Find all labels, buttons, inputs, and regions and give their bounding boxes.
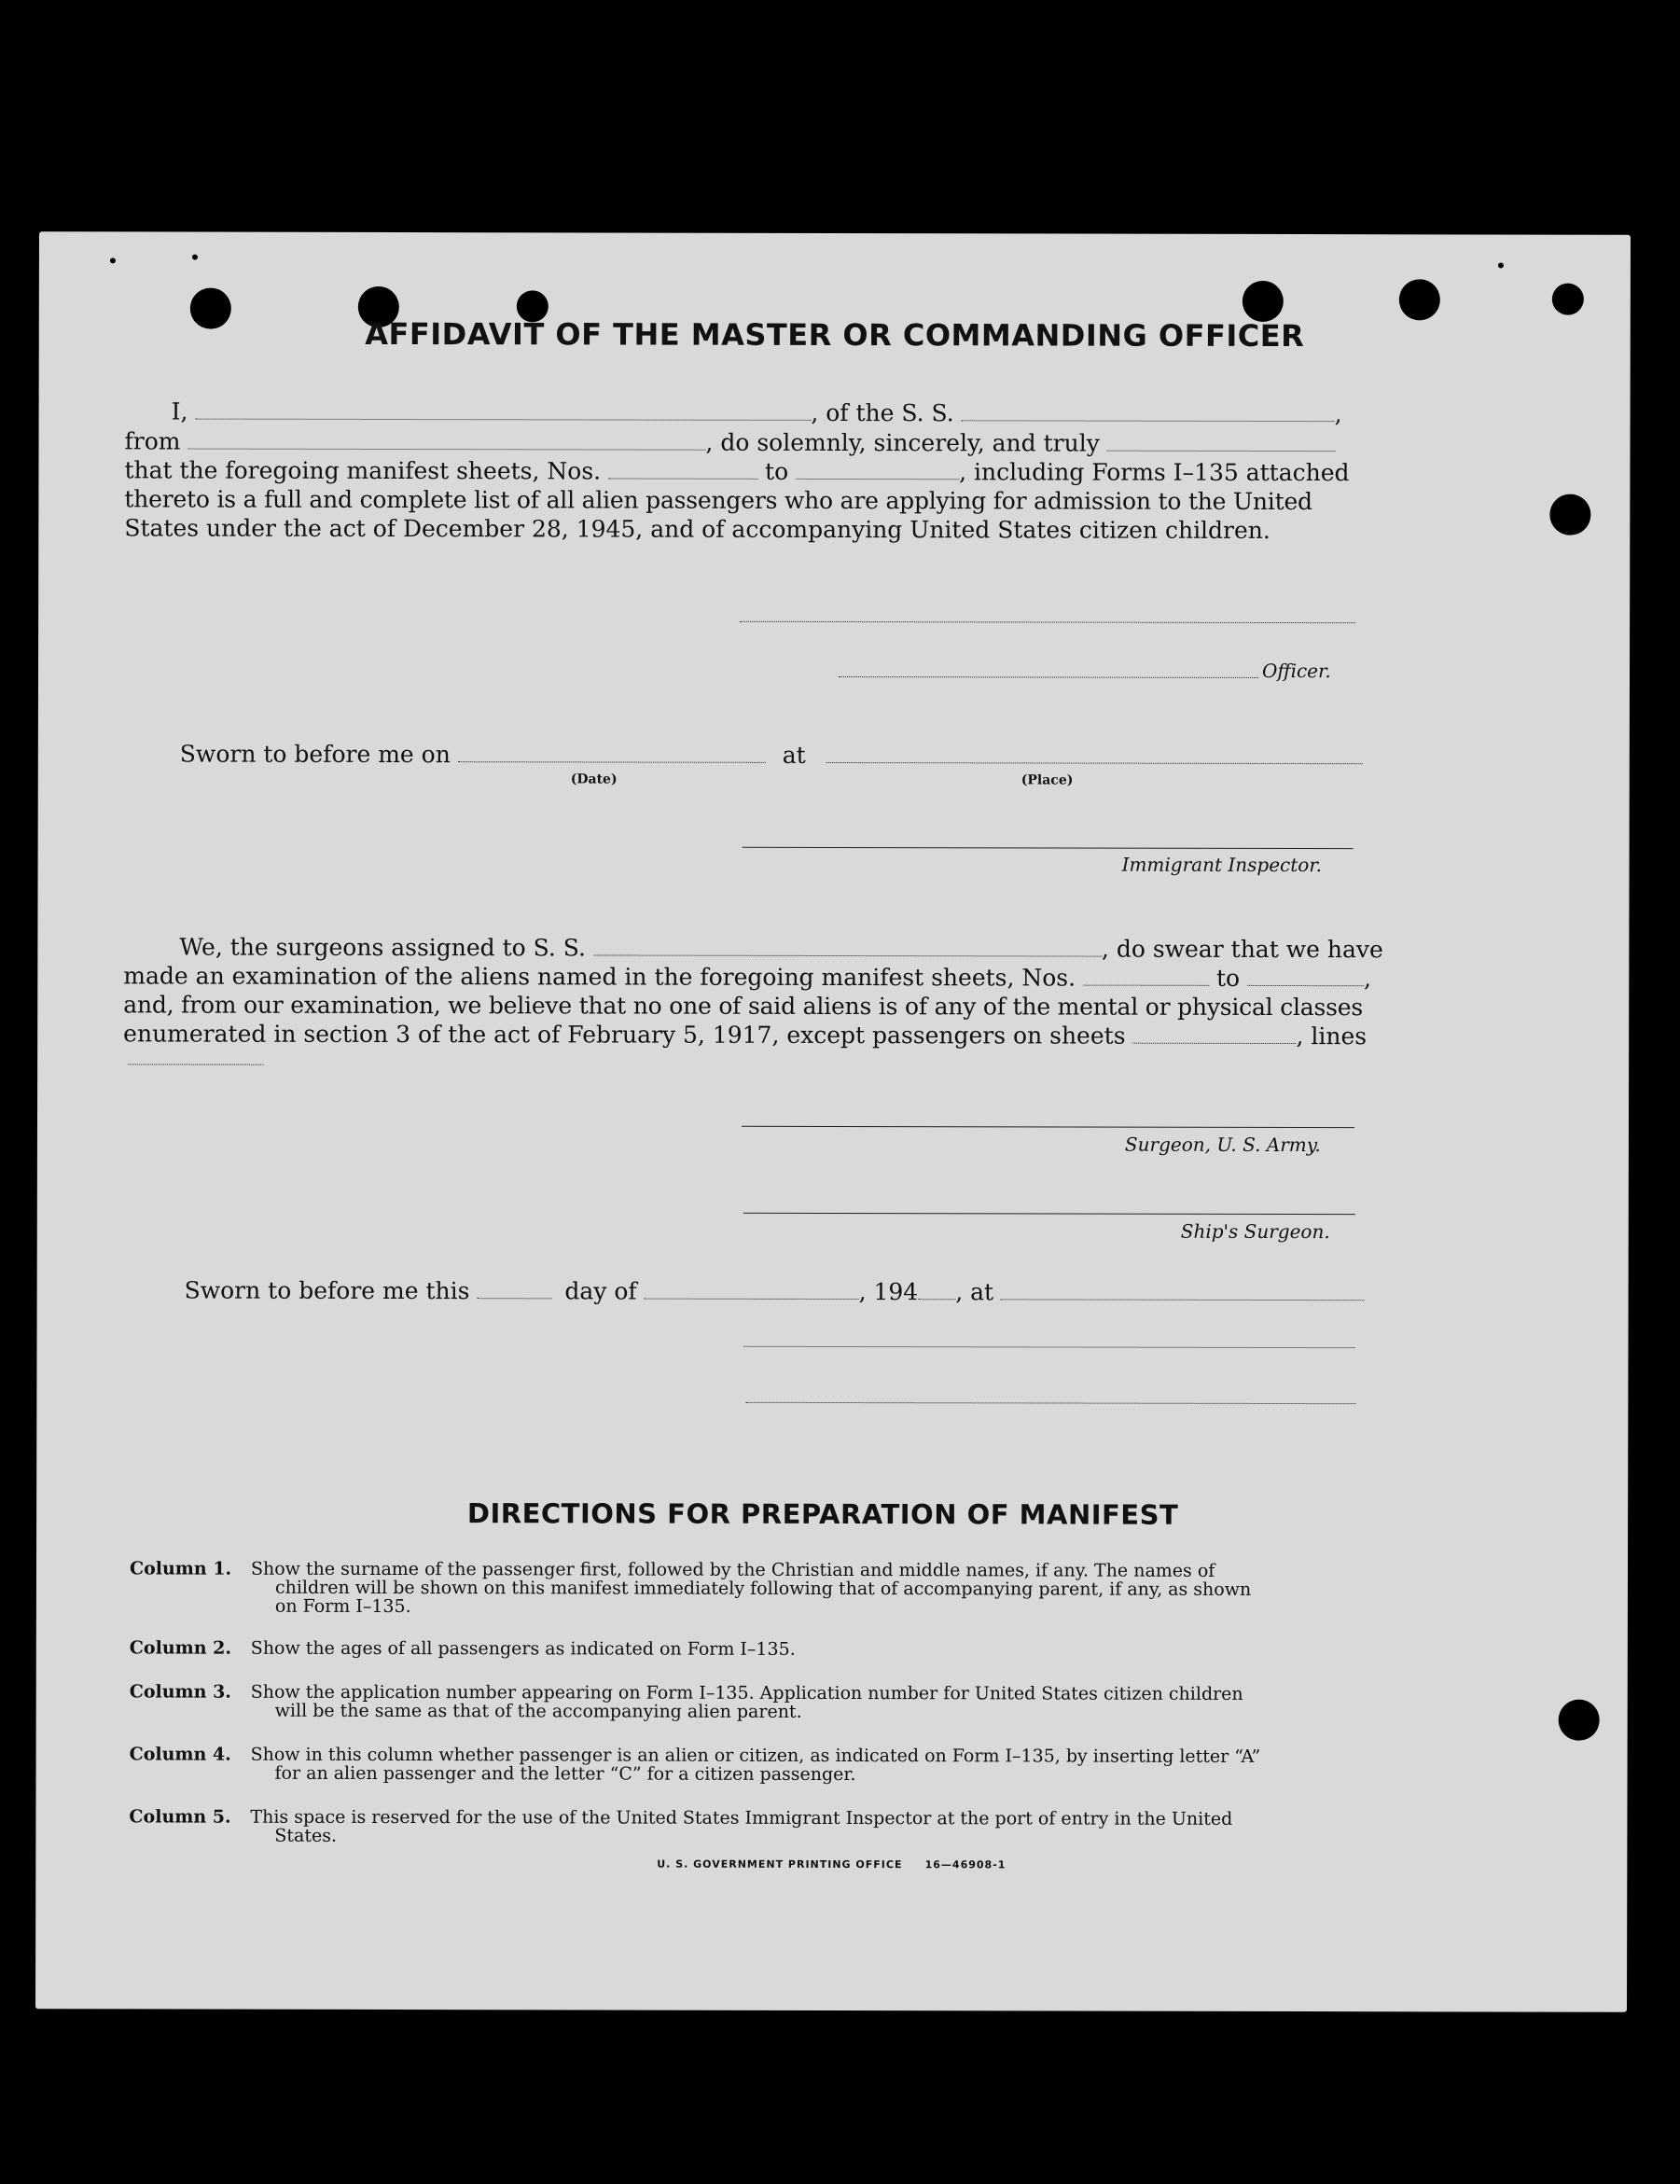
blank-field[interactable]: [1083, 968, 1209, 986]
signature-line[interactable]: [743, 847, 1354, 849]
text: Show the surname of the passenger first, followed by the Christian and middle names, if any. The names of: [250, 1558, 1215, 1581]
sworn-line-1: [180, 741, 1363, 772]
affidavit-line-2: [124, 427, 1335, 458]
text: This space is reserved for the use of the United States Immigrant Inspector at the port of entry in the United: [250, 1806, 1233, 1829]
blank-field[interactable]: [1247, 968, 1364, 986]
month-field[interactable]: [645, 1282, 859, 1300]
text: made an examination of the aliens named in the foregoing manifest sheets, Nos.: [123, 962, 1076, 992]
signature-line[interactable]: [743, 1346, 1354, 1348]
column-text: [251, 1746, 1492, 1786]
text: , lines: [1296, 1022, 1368, 1050]
text: , at: [955, 1278, 994, 1306]
text: We, the surgeons assigned to S. S.: [179, 933, 587, 962]
blank-field[interactable]: [1107, 434, 1336, 452]
punch-hole: [1399, 279, 1440, 320]
text: ,: [1334, 400, 1342, 428]
blank-field[interactable]: [962, 403, 1335, 422]
text: from: [124, 427, 181, 455]
signature-line[interactable]: [740, 621, 1355, 623]
column-label: Column 2.: [129, 1637, 232, 1659]
surgeons-line-3: and, from our examination, we believe that no one of said aliens is of any of the mental or physical classes: [123, 991, 1364, 1022]
blank-field[interactable]: [608, 461, 757, 479]
text: enumerated in section 3 of the act of February 5, 1917, except passengers on sheets: [123, 1020, 1126, 1050]
affidavit-title: AFFIDAVIT OF THE MASTER OR COMMANDING OFFICER: [365, 315, 1305, 355]
punch-hole: [1549, 494, 1590, 536]
place-field[interactable]: [826, 745, 1363, 764]
speck: [110, 257, 116, 263]
signature-line[interactable]: [839, 676, 1258, 678]
affidavit-line-3: [124, 456, 1349, 487]
blank-field[interactable]: [187, 432, 705, 451]
text: ,: [1364, 965, 1372, 993]
text: Show in this column whether passenger is an alien or citizen, as indicated on Form I–135, by inserting letter “A”: [250, 1744, 1261, 1767]
column-label: Column 1.: [129, 1558, 232, 1579]
text: for an alien passenger and the letter “C” for a citizen passenger.: [274, 1762, 856, 1786]
place-field[interactable]: [1001, 1282, 1365, 1301]
affidavit-line-4: thereto is a full and complete list of all alien passengers who are applying for admission to the United: [124, 485, 1312, 516]
text: , 194: [858, 1278, 919, 1306]
text: I,: [171, 397, 188, 425]
column-4-direction: [130, 1745, 1408, 1788]
text: Sworn to before me on: [179, 740, 451, 769]
surgeons-line-2: [123, 962, 1371, 993]
affidavit-line-5: States under the act of December 28, 1945, and of accompanying United States citizen children.: [124, 514, 1270, 544]
blank-field[interactable]: [593, 938, 1102, 956]
text: , do solemnly, sincerely, and truly: [705, 428, 1100, 457]
surgeons-line-1: [179, 934, 1382, 965]
surgeons-line-4: [123, 1020, 1367, 1050]
text: will be the same as that of the accompanying alien parent.: [274, 1700, 802, 1722]
day-field[interactable]: [477, 1281, 551, 1299]
column-1-direction: [130, 1559, 1408, 1621]
punch-hole: [1243, 281, 1284, 322]
column-text: [251, 1560, 1492, 1619]
text: States.: [274, 1825, 338, 1846]
date-field[interactable]: [458, 744, 766, 763]
text: on Form I–135.: [274, 1595, 411, 1618]
affidavit-line-1: [172, 398, 1342, 429]
column-label: Column 3.: [129, 1681, 231, 1703]
officer-label: Officer.: [1261, 659, 1331, 683]
signature-line[interactable]: [743, 1213, 1355, 1215]
text: , including Forms I–135 attached: [959, 458, 1350, 487]
text: to: [1215, 964, 1241, 992]
blank-field[interactable]: [195, 402, 811, 421]
text: Sworn to before me this: [184, 1276, 470, 1305]
text: that the foregoing manifest sheets, Nos.: [124, 456, 602, 485]
column-text: Show the ages of all passengers as indicated on Form I–135.: [250, 1637, 796, 1660]
signature-line[interactable]: [742, 1126, 1354, 1128]
column-2-direction: [130, 1638, 1408, 1663]
column-text: [251, 1683, 1492, 1723]
text: , of the S. S.: [811, 398, 954, 427]
date-caption: (Date): [570, 772, 618, 787]
punch-hole: [1552, 284, 1584, 315]
ship-surgeon-label: Ship's Surgeon.: [1180, 1219, 1330, 1244]
printing-office-footer: U. S. GOVERNMENT PRINTING OFFICE 16—46908-1: [657, 1857, 1007, 1871]
inspector-label: Immigrant Inspector.: [1121, 853, 1323, 877]
year-field[interactable]: [918, 1282, 955, 1300]
column-text: [250, 1808, 1491, 1848]
punch-hole: [1559, 1700, 1600, 1741]
speck: [1498, 262, 1504, 268]
speck: [192, 255, 198, 260]
blank-field[interactable]: [1132, 1026, 1296, 1044]
column-label: Column 5.: [129, 1806, 231, 1828]
column-3-direction: [130, 1682, 1408, 1726]
signature-line[interactable]: [745, 1402, 1355, 1404]
column-label: Column 4.: [129, 1744, 231, 1765]
form-sheet: [35, 231, 1631, 2012]
text: children will be shown on this manifest immediately following that of accompanying parent, if any, as shown: [274, 1577, 1252, 1600]
text: day of: [564, 1277, 637, 1305]
army-surgeon-label: Surgeon, U. S. Army.: [1124, 1133, 1321, 1157]
blank-field[interactable]: [796, 462, 959, 480]
text: , do swear that we have: [1101, 935, 1383, 964]
text: at: [782, 741, 806, 769]
text: Show the application number appearing on Form I–135. Application number for United States citizen children: [250, 1681, 1243, 1704]
text: to: [765, 457, 789, 485]
directions-title: DIRECTIONS FOR PREPARATION OF MANIFEST: [466, 1497, 1179, 1531]
place-caption: (Place): [1020, 772, 1074, 788]
sworn-line-2: [185, 1277, 1365, 1308]
column-5-direction: [129, 1807, 1407, 1851]
